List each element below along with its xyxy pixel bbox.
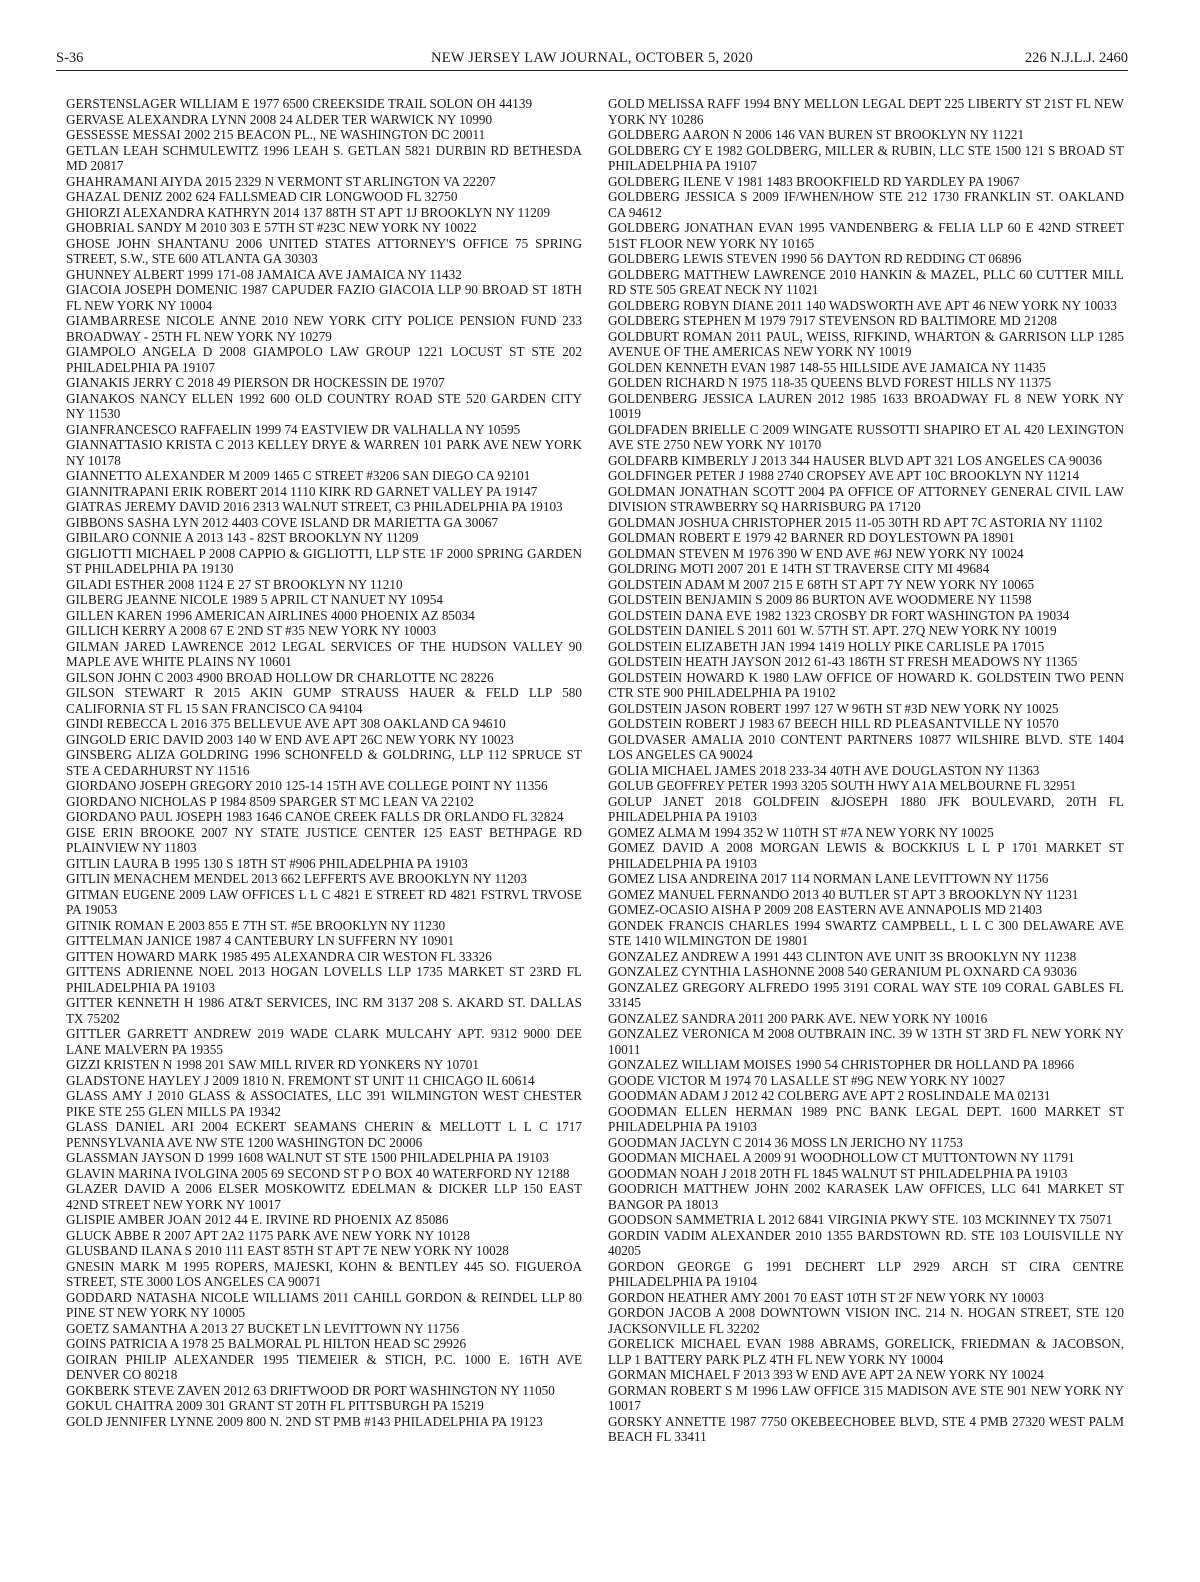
directory-entry: GOLDFINGER PETER J 1988 2740 CROPSEY AVE APT 10C BROOKLYN NY 11214 <box>608 468 1080 483</box>
directory-entry: GINGOLD ERIC DAVID 2003 140 W END AVE APT 26C NEW YORK NY 10023 <box>66 731 514 747</box>
directory-entry: GIANNATTASIO KRISTA C 2013 KELLEY DRYE & WARREN 101 PARK AVE NEW YORK NY 10178 <box>66 437 582 468</box>
left-column <box>66 96 582 1429</box>
directory-entry: GOLDSTEIN BENJAMIN S 2009 86 BURTON AVE WOODMERE NY 11598 <box>608 592 1032 607</box>
directory-entry: GORSKY ANNETTE 1987 7750 OKEBEECHOBEE BLVD, STE 4 PMB 27320 WEST PALM BEACH FL 33411 <box>608 1413 1124 1444</box>
directory-entry: GOLDBERG ILENE V 1981 1483 BROOKFIELD RD YARDLEY PA 19067 <box>608 173 1020 189</box>
directory-entry: GOLDSTEIN ROBERT J 1983 67 BEECH HILL RD PLEASANTVILLE NY 10570 <box>608 716 1059 731</box>
journal-title: NEW JERSEY LAW JOURNAL, OCTOBER 5, 2020 <box>431 50 753 66</box>
directory-entry: GOLDBERG MATTHEW LAWRENCE 2010 HANKIN & MAZEL, PLLC 60 CUTTER MILL RD STE 505 GREAT NECK NY 11021 <box>608 266 1124 297</box>
directory-entry: GOLDBERG JONATHAN EVAN 1995 VANDENBERG & FELIA LLP 60 E 42ND STREET 51ST FLOOR NEW YORK NY 10165 <box>608 220 1124 251</box>
directory-entry: GERVASE ALEXANDRA LYNN 2008 24 ALDER TER WARWICK NY 10990 <box>66 111 493 127</box>
directory-entry: GIANNITRAPANI ERIK ROBERT 2014 1110 KIRK RD GARNET VALLEY PA 19147 <box>66 483 538 499</box>
directory-entry: GITNIK ROMAN E 2003 855 E 7TH ST. #5E BROOKLYN NY 11230 <box>66 917 446 933</box>
directory-entry: GOLDBERG LEWIS STEVEN 1990 56 DAYTON RD REDDING CT 06896 <box>608 251 1022 266</box>
directory-entry: GORELICK MICHAEL EVAN 1988 ABRAMS, GORELICK, FRIEDMAN & JACOBSON, LLP 1 BATTERY PARK PLZ 4TH FL NEW YORK NY 10004 <box>608 1336 1124 1367</box>
directory-entry: GIATRAS JEREMY DAVID 2016 2313 WALNUT STREET, C3 PHILADELPHIA PA 19103 <box>66 499 563 514</box>
directory-entry: GIAMBARRESE NICOLE ANNE 2010 NEW YORK CITY POLICE PENSION FUND 233 BROADWAY - 25TH FL NEW YORK NY 10279 <box>66 313 582 344</box>
directory-entry: GOLDBERG AARON N 2006 146 VAN BUREN ST BROOKLYN NY 11221 <box>608 127 1025 142</box>
directory-entry: GOODMAN ADAM J 2012 42 COLBERG AVE APT 2 ROSLINDALE MA 02131 <box>608 1088 1051 1103</box>
directory-entry: GONZALEZ GREGORY ALFREDO 1995 3191 CORAL WAY STE 109 CORAL GABLES FL 33145 <box>608 979 1124 1010</box>
directory-entry: GORDON JACOB A 2008 DOWNTOWN VISION INC. 214 N. HOGAN STREET, STE 120 JACKSONVILLE FL 32202 <box>608 1305 1124 1336</box>
directory-entry: GOLDSTEIN ELIZABETH JAN 1994 1419 HOLLY PIKE CARLISLE PA 17015 <box>608 638 1045 654</box>
directory-entry: GOMEZ ALMA M 1994 352 W 110TH ST #7A NEW YORK NY 10025 <box>608 824 994 840</box>
directory-entry: GESSESSE MESSAI 2002 215 BEACON PL., NE WASHINGTON DC 20011 <box>66 127 486 142</box>
directory-entry: GOLDSTEIN ADAM M 2007 215 E 68TH ST APT 7Y NEW YORK NY 10065 <box>608 576 1035 592</box>
directory-entry: GITTENS ADRIENNE NOEL 2013 HOGAN LOVELLS LLP 1735 MARKET ST 23RD FL PHILADELPHIA PA 19103 <box>66 964 582 995</box>
directory-entry: GILSON JOHN C 2003 4900 BROAD HOLLOW DR CHARLOTTE NC 28226 <box>66 669 494 685</box>
directory-entry: GOLDMAN JOSHUA CHRISTOPHER 2015 11-05 30TH RD APT 7C ASTORIA NY 11102 <box>608 514 1103 530</box>
directory-entry: GIACOIA JOSEPH DOMENIC 1987 CAPUDER FAZIO GIACOIA LLP 90 BROAD ST 18TH FL NEW YORK NY 10004 <box>66 282 582 313</box>
directory-entry: GITLIN LAURA B 1995 130 S 18TH ST #906 PHILADELPHIA PA 19103 <box>66 855 468 871</box>
directory-entry: GOLD JENNIFER LYNNE 2009 800 N. 2ND ST PMB #143 PHILADELPHIA PA 19123 <box>66 1413 543 1429</box>
directory-entry: GLUCK ABBE R 2007 APT 2A2 1175 PARK AVE NEW YORK NY 10128 <box>66 1227 470 1243</box>
directory-entry: GIANFRANCESCO RAFFAELIN 1999 74 EASTVIEW DR VALHALLA NY 10595 <box>66 421 521 437</box>
directory-entry: GLAZER DAVID A 2006 ELSER MOSKOWITZ EDELMAN & DICKER LLP 150 EAST 42ND STREET NEW YORK NY 10017 <box>66 1181 582 1212</box>
directory-entry: GILMAN JARED LAWRENCE 2012 LEGAL SERVICES OF THE HUDSON VALLEY 90 MAPLE AVE WHITE PLAINS NY 10601 <box>66 638 582 669</box>
directory-entry: GOLUP JANET 2018 GOLDFEIN &JOSEPH 1880 JFK BOULEVARD, 20TH FL PHILADELPHIA PA 19103 <box>608 793 1124 824</box>
directory-entry: GITMAN EUGENE 2009 LAW OFFICES L L C 4821 E STREET RD 4821 FSTRVL TRVOSE PA 19053 <box>66 886 582 917</box>
directory-entry: GOLDBURT ROMAN 2011 PAUL, WEISS, RIFKIND, WHARTON & GARRISON LLP 1285 AVENUE OF THE AMERICAS NEW YORK NY 10019 <box>608 328 1124 359</box>
directory-entry: GONZALEZ SANDRA 2011 200 PARK AVE. NEW YORK NY 10016 <box>608 1010 988 1026</box>
directory-entry: GETLAN LEAH SCHMULEWITZ 1996 LEAH S. GETLAN 5821 DURBIN RD BETHESDA MD 20817 <box>66 142 582 173</box>
directory-entry: GORDIN VADIM ALEXANDER 2010 1355 BARDSTOWN RD. STE 103 LOUISVILLE NY 40205 <box>608 1227 1124 1258</box>
directory-entry: GIORDANO NICHOLAS P 1984 8509 SPARGER ST MC LEAN VA 22102 <box>66 793 474 809</box>
directory-entry: GOIRAN PHILIP ALEXANDER 1995 TIEMEIER & STICH, P.C. 1000 E. 16TH AVE DENVER CO 80218 <box>66 1351 582 1382</box>
directory-entry: GHUNNEY ALBERT 1999 171-08 JAMAICA AVE JAMAICA NY 11432 <box>66 266 462 282</box>
page-header <box>56 48 1128 71</box>
directory-entry: GLASSMAN JAYSON D 1999 1608 WALNUT ST STE 1500 PHILADELPHIA PA 19103 <box>66 1150 549 1165</box>
directory-entry: GIANAKOS NANCY ELLEN 1992 600 OLD COUNTRY ROAD STE 520 GARDEN CITY NY 11530 <box>66 390 582 421</box>
page-number-left: S-36 <box>56 50 84 66</box>
directory-entry: GHOBRIAL SANDY M 2010 303 E 57TH ST #23C NEW YORK NY 10022 <box>66 220 477 235</box>
directory-entry: GOLIA MICHAEL JAMES 2018 233-34 40TH AVE DOUGLASTON NY 11363 <box>608 762 1040 778</box>
directory-entry: GILSON STEWART R 2015 AKIN GUMP STRAUSS HAUER & FELD LLP 580 CALIFORNIA ST FL 15 SAN FRANCISCO CA 94104 <box>66 685 582 716</box>
directory-entry: GOLDVASER AMALIA 2010 CONTENT PARTNERS 10877 WILSHIRE BLVD. STE 1404 LOS ANGELES CA 90024 <box>608 731 1124 762</box>
directory-entry: GIANAKIS JERRY C 2018 49 PIERSON DR HOCKESSIN DE 19707 <box>66 375 445 390</box>
directory-entry: GITTER KENNETH H 1986 AT&T SERVICES, INC RM 3137 208 S. AKARD ST. DALLAS TX 75202 <box>66 995 582 1026</box>
directory-entry: GLASS DANIEL ARI 2004 ECKERT SEAMANS CHERIN & MELLOTT L L C 1717 PENNSYLVANIA AVE NW STE 1200 WASHINGTON DC 20006 <box>66 1119 582 1150</box>
directory-entry: GOLDRING MOTI 2007 201 E 14TH ST TRAVERSE CITY MI 49684 <box>608 561 990 576</box>
directory-entry: GOLDEN KENNETH EVAN 1987 148-55 HILLSIDE AVE JAMAICA NY 11435 <box>608 359 1046 375</box>
directory-entry: GILBERG JEANNE NICOLE 1989 5 APRIL CT NANUET NY 10954 <box>66 592 443 607</box>
directory-entry: GOINS PATRICIA A 1978 25 BALMORAL PL HILTON HEAD SC 29926 <box>66 1336 467 1351</box>
citation-right: 226 N.J.L.J. 2460 <box>1024 50 1128 66</box>
directory-entry: GILADI ESTHER 2008 1124 E 27 ST BROOKLYN NY 11210 <box>66 576 403 592</box>
directory-entry: GHIORZI ALEXANDRA KATHRYN 2014 137 88TH ST APT 1J BROOKLYN NY 11209 <box>66 204 551 220</box>
directory-entry: GOLDBERG ROBYN DIANE 2011 140 WADSWORTH AVE APT 46 NEW YORK NY 10033 <box>608 297 1117 313</box>
directory-entry: GODDARD NATASHA NICOLE WILLIAMS 2011 CAHILL GORDON & REINDEL LLP 80 PINE ST NEW YORK NY 10005 <box>66 1289 582 1320</box>
directory-entry: GOLDMAN STEVEN M 1976 390 W END AVE #6J NEW YORK NY 10024 <box>608 545 1024 561</box>
directory-entry: GINDI REBECCA L 2016 375 BELLEVUE AVE APT 308 OAKLAND CA 94610 <box>66 716 506 731</box>
directory-entry: GOLDBERG JESSICA S 2009 IF/WHEN/HOW STE 212 1730 FRANKLIN ST. OAKLAND CA 94612 <box>608 189 1124 220</box>
right-column <box>608 96 1124 1445</box>
directory-entry: GOLDSTEIN HOWARD K 1980 LAW OFFICE OF HOWARD K. GOLDSTEIN TWO PENN CTR STE 900 PHILADELPHIA PA 19102 <box>608 669 1124 700</box>
directory-entry: GISE ERIN BROOKE 2007 NY STATE JUSTICE CENTER 125 EAST BETHPAGE RD PLAINVIEW NY 11803 <box>66 824 582 855</box>
directory-entry: GORDON GEORGE G 1991 DECHERT LLP 2929 ARCH ST CIRA CENTRE PHILADELPHIA PA 19104 <box>608 1258 1124 1289</box>
directory-entry: GOODE VICTOR M 1974 70 LASALLE ST #9G NEW YORK NY 10027 <box>608 1072 1005 1088</box>
directory-entry: GITTELMAN JANICE 1987 4 CANTEBURY LN SUFFERN NY 10901 <box>66 933 455 948</box>
directory-entry: GOODMAN ELLEN HERMAN 1989 PNC BANK LEGAL DEPT. 1600 MARKET ST PHILADELPHIA PA 19103 <box>608 1103 1124 1134</box>
directory-entry: GOLUB GEOFFREY PETER 1993 3205 SOUTH HWY A1A MELBOURNE FL 32951 <box>608 778 1077 793</box>
directory-entry: GIBILARO CONNIE A 2013 143 - 82ST BROOKLYN NY 11209 <box>66 530 419 545</box>
directory-entry: GHAZAL DENIZ 2002 624 FALLSMEAD CIR LONGWOOD FL 32750 <box>66 189 458 204</box>
directory-entry: GOLDMAN JONATHAN SCOTT 2004 PA OFFICE OF ATTORNEY GENERAL CIVIL LAW DIVISION STRAWBERRY SQ HARRISBURG PA 17120 <box>608 483 1124 514</box>
directory-entry: GLUSBAND ILANA S 2010 111 EAST 85TH ST APT 7E NEW YORK NY 10028 <box>66 1243 509 1258</box>
directory-entry: GOODMAN MICHAEL A 2009 91 WOODHOLLOW CT MUTTONTOWN NY 11791 <box>608 1150 1075 1165</box>
directory-entry: GORDON HEATHER AMY 2001 70 EAST 10TH ST 2F NEW YORK NY 10003 <box>608 1289 1044 1305</box>
directory-entry: GOODRICH MATTHEW JOHN 2002 KARASEK LAW OFFICES, LLC 641 MARKET ST BANGOR PA 18013 <box>608 1181 1124 1212</box>
directory-entry: GHAHRAMANI AIYDA 2015 2329 N VERMONT ST ARLINGTON VA 22207 <box>66 173 496 189</box>
directory-entry: GITTEN HOWARD MARK 1985 495 ALEXANDRA CIR WESTON FL 33326 <box>66 948 492 964</box>
directory-entry: GIZZI KRISTEN N 1998 201 SAW MILL RIVER RD YONKERS NY 10701 <box>66 1057 479 1072</box>
directory-entry: GORMAN MICHAEL F 2013 393 W END AVE APT 2A NEW YORK NY 10024 <box>608 1367 1044 1382</box>
directory-entry: GOLDSTEIN JASON ROBERT 1997 127 W 96TH ST #3D NEW YORK NY 10025 <box>608 700 1059 716</box>
directory-entry: GIBBONS SASHA LYN 2012 4403 COVE ISLAND DR MARIETTA GA 30067 <box>66 514 499 530</box>
directory-entry: GOLDMAN ROBERT E 1979 42 BARNER RD DOYLESTOWN PA 18901 <box>608 530 1015 545</box>
directory-entry: GOODSON SAMMETRIA L 2012 6841 VIRGINIA PKWY STE. 103 MCKINNEY TX 75071 <box>608 1212 1113 1227</box>
directory-entry: GOMEZ LISA ANDREINA 2017 114 NORMAN LANE LEVITTOWN NY 11756 <box>608 871 1049 886</box>
directory-entry: GOLDSTEIN DANIEL S 2011 601 W. 57TH ST. APT. 27Q NEW YORK NY 10019 <box>608 623 1057 638</box>
directory-entry: GOLDBERG CY E 1982 GOLDBERG, MILLER & RUBIN, LLC STE 1500 121 S BROAD ST PHILADELPHIA PA 19107 <box>608 142 1124 173</box>
directory-entry: GOLDEN RICHARD N 1975 118-35 QUEENS BLVD FOREST HILLS NY 11375 <box>608 375 1052 390</box>
directory-entry: GLASS AMY J 2010 GLASS & ASSOCIATES, LLC 391 WILMINGTON WEST CHESTER PIKE STE 255 GLEN MILLS PA 19342 <box>66 1088 582 1119</box>
directory-entry: GOLDFADEN BRIELLE C 2009 WINGATE RUSSOTTI SHAPIRO ET AL 420 LEXINGTON AVE STE 2750 NEW YORK NY 10170 <box>608 421 1124 452</box>
directory-entry: GILLICH KERRY A 2008 67 E 2ND ST #35 NEW YORK NY 10003 <box>66 623 437 638</box>
directory-entry: GIORDANO JOSEPH GREGORY 2010 125-14 15TH AVE COLLEGE POINT NY 11356 <box>66 778 548 793</box>
directory-entry: GLISPIE AMBER JOAN 2012 44 E. IRVINE RD PHOENIX AZ 85086 <box>66 1212 449 1227</box>
directory-entry: GHOSE JOHN SHANTANU 2006 UNITED STATES ATTORNEY'S OFFICE 75 SPRING STREET, S.W., STE 600 ATLANTA GA 30303 <box>66 235 582 266</box>
directory-entry: GOLDSTEIN DANA EVE 1982 1323 CROSBY DR FORT WASHINGTON PA 19034 <box>608 607 1070 623</box>
directory-entry: GOODMAN NOAH J 2018 20TH FL 1845 WALNUT ST PHILADELPHIA PA 19103 <box>608 1165 1068 1181</box>
directory-entry: GONDEK FRANCIS CHARLES 1994 SWARTZ CAMPBELL, L L C 300 DELAWARE AVE STE 1410 WILMINGTON DE 19801 <box>608 917 1124 948</box>
directory-entry: GONZALEZ ANDREW A 1991 443 CLINTON AVE UNIT 3S BROOKLYN NY 11238 <box>608 948 1077 964</box>
directory-entry: GILLEN KAREN 1996 AMERICAN AIRLINES 4000 PHOENIX AZ 85034 <box>66 607 475 623</box>
directory-entry: GERSTENSLAGER WILLIAM E 1977 6500 CREEKSIDE TRAIL SOLON OH 44139 <box>66 96 533 111</box>
directory-entry: GOKBERK STEVE ZAVEN 2012 63 DRIFTWOOD DR PORT WASHINGTON NY 11050 <box>66 1382 555 1398</box>
directory-entry: GOETZ SAMANTHA A 2013 27 BUCKET LN LEVITTOWN NY 11756 <box>66 1320 460 1336</box>
directory-entry: GIGLIOTTI MICHAEL P 2008 CAPPIO & GIGLIOTTI, LLP STE 1F 2000 SPRING GARDEN ST PHILADELPHIA PA 19130 <box>66 545 582 576</box>
directory-entry: GOMEZ MANUEL FERNANDO 2013 40 BUTLER ST APT 3 BROOKLYN NY 11231 <box>608 886 1079 902</box>
directory-entry: GIANNETTO ALEXANDER M 2009 1465 C STREET #3206 SAN DIEGO CA 92101 <box>66 468 531 483</box>
directory-entry: GLADSTONE HAYLEY J 2009 1810 N. FREMONT ST UNIT 11 CHICAGO IL 60614 <box>66 1072 535 1088</box>
directory-entry: GNESIN MARK M 1995 ROPERS, MAJESKI, KOHN & BENTLEY 445 SO. FIGUEROA STREET, STE 3000 LOS ANGELES CA 90071 <box>66 1258 582 1289</box>
directory-entry: GONZALEZ WILLIAM MOISES 1990 54 CHRISTOPHER DR HOLLAND PA 18966 <box>608 1057 1075 1072</box>
directory-entry: GOKUL CHAITRA 2009 301 GRANT ST 20TH FL PITTSBURGH PA 15219 <box>66 1398 484 1413</box>
directory-entry: GIAMPOLO ANGELA D 2008 GIAMPOLO LAW GROUP 1221 LOCUST ST STE 202 PHILADELPHIA PA 19107 <box>66 344 582 375</box>
directory-entry: GOODMAN JACLYN C 2014 36 MOSS LN JERICHO NY 11753 <box>608 1134 963 1150</box>
directory-entry: GITTLER GARRETT ANDREW 2019 WADE CLARK MULCAHY APT. 9312 9000 DEE LANE MALVERN PA 19355 <box>66 1026 582 1057</box>
directory-entry: GOLD MELISSA RAFF 1994 BNY MELLON LEGAL DEPT 225 LIBERTY ST 21ST FL NEW YORK NY 10286 <box>608 96 1124 127</box>
directory-entry: GLAVIN MARINA IVOLGINA 2005 69 SECOND ST P O BOX 40 WATERFORD NY 12188 <box>66 1165 570 1181</box>
directory-entry: GORMAN ROBERT S M 1996 LAW OFFICE 315 MADISON AVE STE 901 NEW YORK NY 10017 <box>608 1382 1124 1413</box>
directory-entry: GIORDANO PAUL JOSEPH 1983 1646 CANOE CREEK FALLS DR ORLANDO FL 32824 <box>66 809 564 824</box>
directory-entry: GOLDBERG STEPHEN M 1979 7917 STEVENSON RD BALTIMORE MD 21208 <box>608 313 1058 328</box>
directory-entry: GOLDFARB KIMBERLY J 2013 344 HAUSER BLVD APT 321 LOS ANGELES CA 90036 <box>608 452 1102 468</box>
directory-entry: GOMEZ DAVID A 2008 MORGAN LEWIS & BOCKKIUS L L P 1701 MARKET ST PHILADELPHIA PA 19103 <box>608 840 1124 871</box>
directory-entry: GINSBERG ALIZA GOLDRING 1996 SCHONFELD & GOLDRING, LLP 112 SPRUCE ST STE A CEDARHURST NY 11516 <box>66 747 582 778</box>
directory-entry: GONZALEZ CYNTHIA LASHONNE 2008 540 GERANIUM PL OXNARD CA 93036 <box>608 964 1077 979</box>
directory-entry: GONZALEZ VERONICA M 2008 OUTBRAIN INC. 39 W 13TH ST 3RD FL NEW YORK NY 10011 <box>608 1026 1124 1057</box>
directory-entry: GOLDSTEIN HEATH JAYSON 2012 61-43 186TH ST FRESH MEADOWS NY 11365 <box>608 654 1078 669</box>
directory-entry: GITLIN MENACHEM MENDEL 2013 662 LEFFERTS AVE BROOKLYN NY 11203 <box>66 871 528 886</box>
directory-entry: GOLDENBERG JESSICA LAUREN 2012 1985 1633 BROADWAY FL 8 NEW YORK NY 10019 <box>608 390 1124 421</box>
directory-entry: GOMEZ-OCASIO AISHA P 2009 208 EASTERN AVE ANNAPOLIS MD 21403 <box>608 902 1043 917</box>
